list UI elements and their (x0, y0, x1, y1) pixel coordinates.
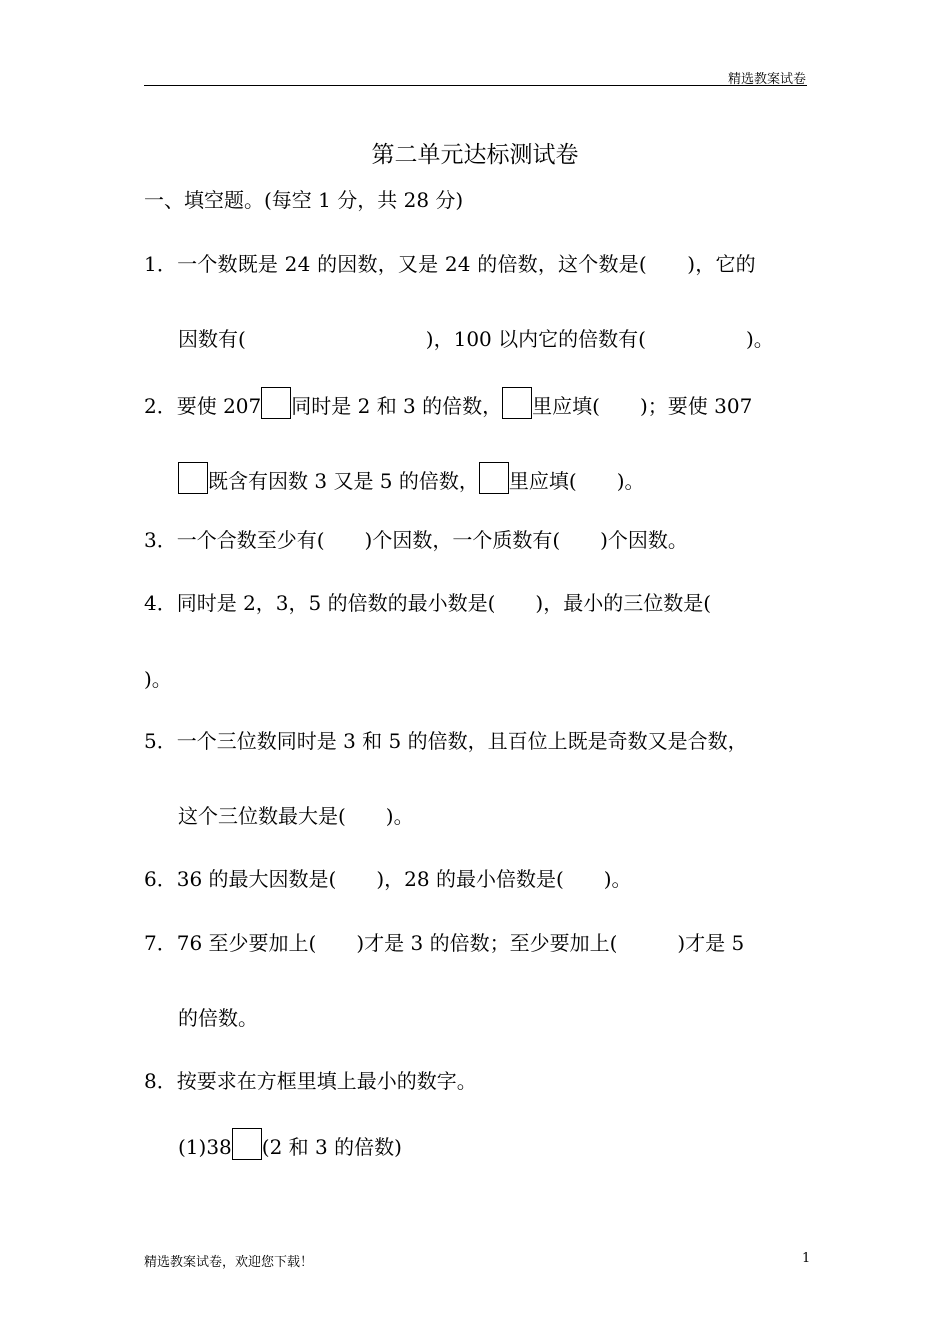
question-7-line-1: 7．76 至少要加上( )才是 3 的倍数；至少要加上( )才是 5 (144, 931, 745, 955)
question-8-sub-1-suffix: (2 和 3 的倍数) (261, 1135, 402, 1159)
question-8-sub-1 (178, 1128, 402, 1161)
question-8-sub-1-prefix: (1)38 (178, 1135, 232, 1159)
question-2-text-d: 既含有因数 3 又是 5 的倍数， (208, 469, 479, 493)
question-2-line-1 (144, 387, 752, 420)
section-heading: 一、填空题。(每空 1 分，共 28 分) (144, 188, 464, 212)
answer-box[interactable] (479, 462, 509, 494)
question-7-line-2: 的倍数。 (178, 1006, 258, 1030)
answer-box[interactable] (178, 462, 208, 494)
question-1-line-1: 1．一个数既是 24 的因数，又是 24 的倍数，这个数是( )，它的 (144, 252, 756, 276)
question-2-text-c: 里应填( )；要使 307 (532, 394, 753, 418)
question-5-line-1: 5．一个三位数同时是 3 和 5 的倍数，且百位上既是奇数又是合数， (144, 729, 748, 753)
question-1-line-2: 因数有( )，100 以内它的倍数有( )。 (178, 327, 774, 351)
page-number: 1 (802, 1251, 811, 1266)
question-3-line-1: 3．一个合数至少有( )个因数，一个质数有( )个因数。 (144, 528, 688, 552)
question-2-line-2 (178, 462, 645, 495)
footer-text: 精选教案试卷，欢迎您下载！ (144, 1255, 314, 1270)
question-4-line-2: )。 (144, 667, 172, 691)
question-2-text-a: 2．要使 207 (144, 394, 262, 418)
question-8-line-1: 8．按要求在方框里填上最小的数字。 (144, 1069, 477, 1093)
question-4-line-1: 4．同时是 2，3，5 的倍数的最小数是( )，最小的三位数是( (144, 591, 712, 615)
question-6-line-1: 6．36 的最大因数是( )，28 的最小倍数是( )。 (144, 867, 632, 891)
header-rule (144, 85, 807, 86)
header-text: 精选教案试卷 (727, 72, 806, 87)
answer-box[interactable] (261, 387, 291, 419)
answer-box[interactable] (232, 1128, 262, 1160)
question-5-line-2: 这个三位数最大是( )。 (178, 804, 414, 828)
question-2-text-e: 里应填( )。 (508, 469, 645, 493)
answer-box[interactable] (502, 387, 532, 419)
page-title: 第二单元达标测试卷 (371, 142, 579, 168)
question-2-text-b: 同时是 2 和 3 的倍数， (291, 394, 503, 418)
